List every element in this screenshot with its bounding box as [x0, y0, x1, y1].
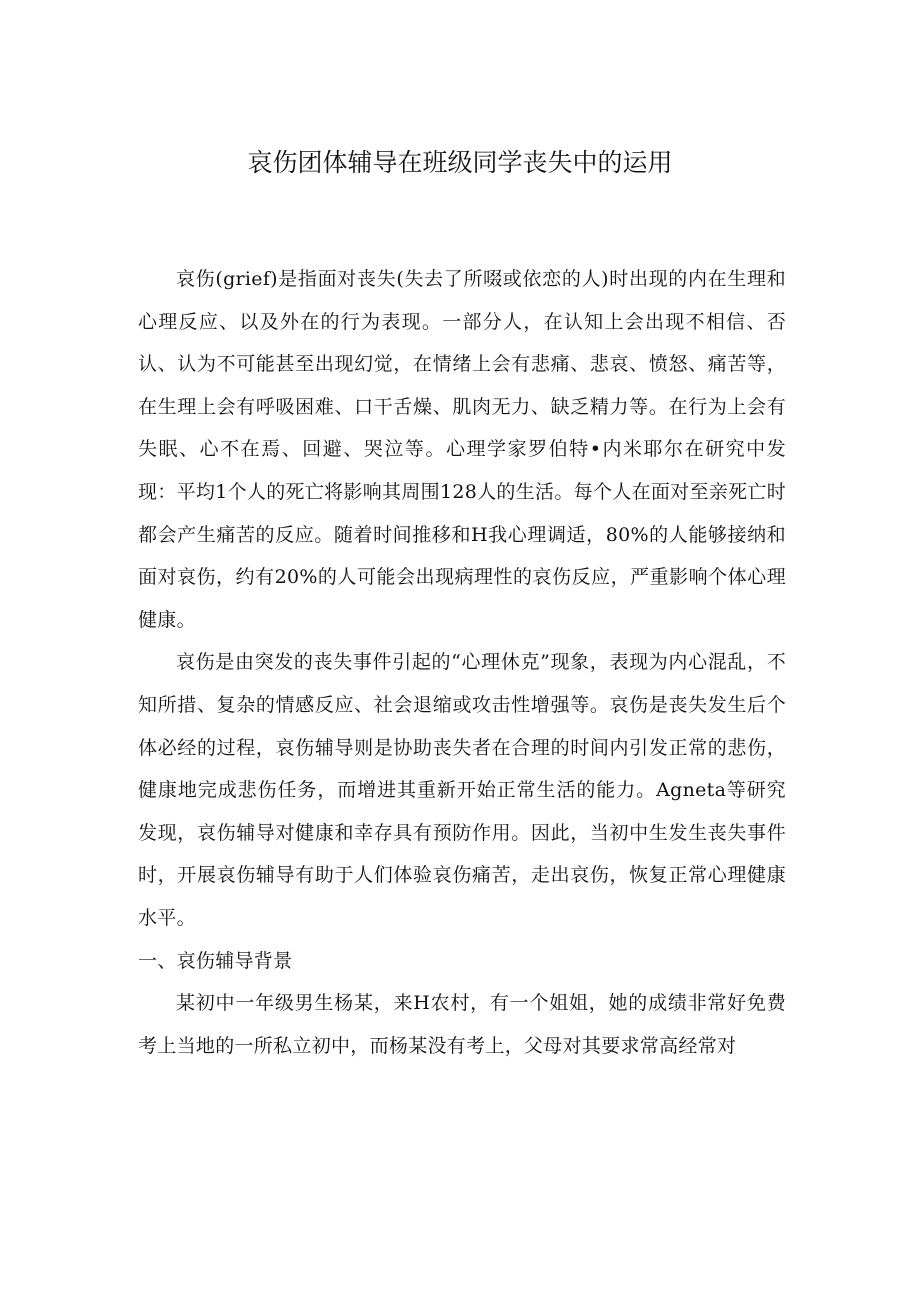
document-body [138, 258, 786, 1067]
paragraph-grief-definition: 哀伤(grief)是指面对丧失(失去了所啜或依恋的人)时出现的内在生理和心理反应、以及外在的行为表现。一部分人，在认知上会出现不相信、否认、认为不可能甚至出现幻觉，在情绪上会有悲痛、悲哀、愤怒、痛苦等，在生理上会有呼吸困难、口干舌燥、肌肉无力、缺乏精力等。在行为上会有失眠、心不在焉、回避、哭泣等。心理学家罗伯特•内米耶尔在研究中发现：平均1个人的死亡将影响其周围128人的生活。每个人在面对至亲死亡时都会产生痛苦的反应。随着时间推移和H我心理调适，80%的人能够接纳和面对哀伤，约有20%的人可能会出现病理性的哀伤反应，严重影响个体心理健康。 [138, 268, 786, 631]
document-title: 哀伤团体辅导在班级同学丧失中的运用 [247, 148, 673, 177]
paragraph-grief-process: 哀伤是由突发的丧失事件引起的“心理休克”现象，表现为内心混乱，不知所措、复杂的情感反应、社会退缩或攻击性增强等。哀伤是丧失发生后个体必经的过程，哀伤辅导则是协助丧失者在合理的时间内引发正常的悲伤，健康地完成悲伤任务，而增进其重新开始正常生活的能力。Agneta等研究发现，哀伤辅导对健康和幸存具有预防作用。因此，当初中生发生丧失事件时，开展哀伤辅导有助于人们体验哀伤痛苦，走出哀伤，恢复正常心理健康水平。 [138, 651, 786, 929]
paragraph-case-background: 某初中一年级男生杨某，来H农村，有一个姐姐，她的成绩非常好免费考上当地的一所私立初中，而杨某没有考上，父母对其要求常高经常对 [138, 992, 786, 1057]
section-heading-background: 一、哀伤辅导背景 [138, 949, 293, 972]
